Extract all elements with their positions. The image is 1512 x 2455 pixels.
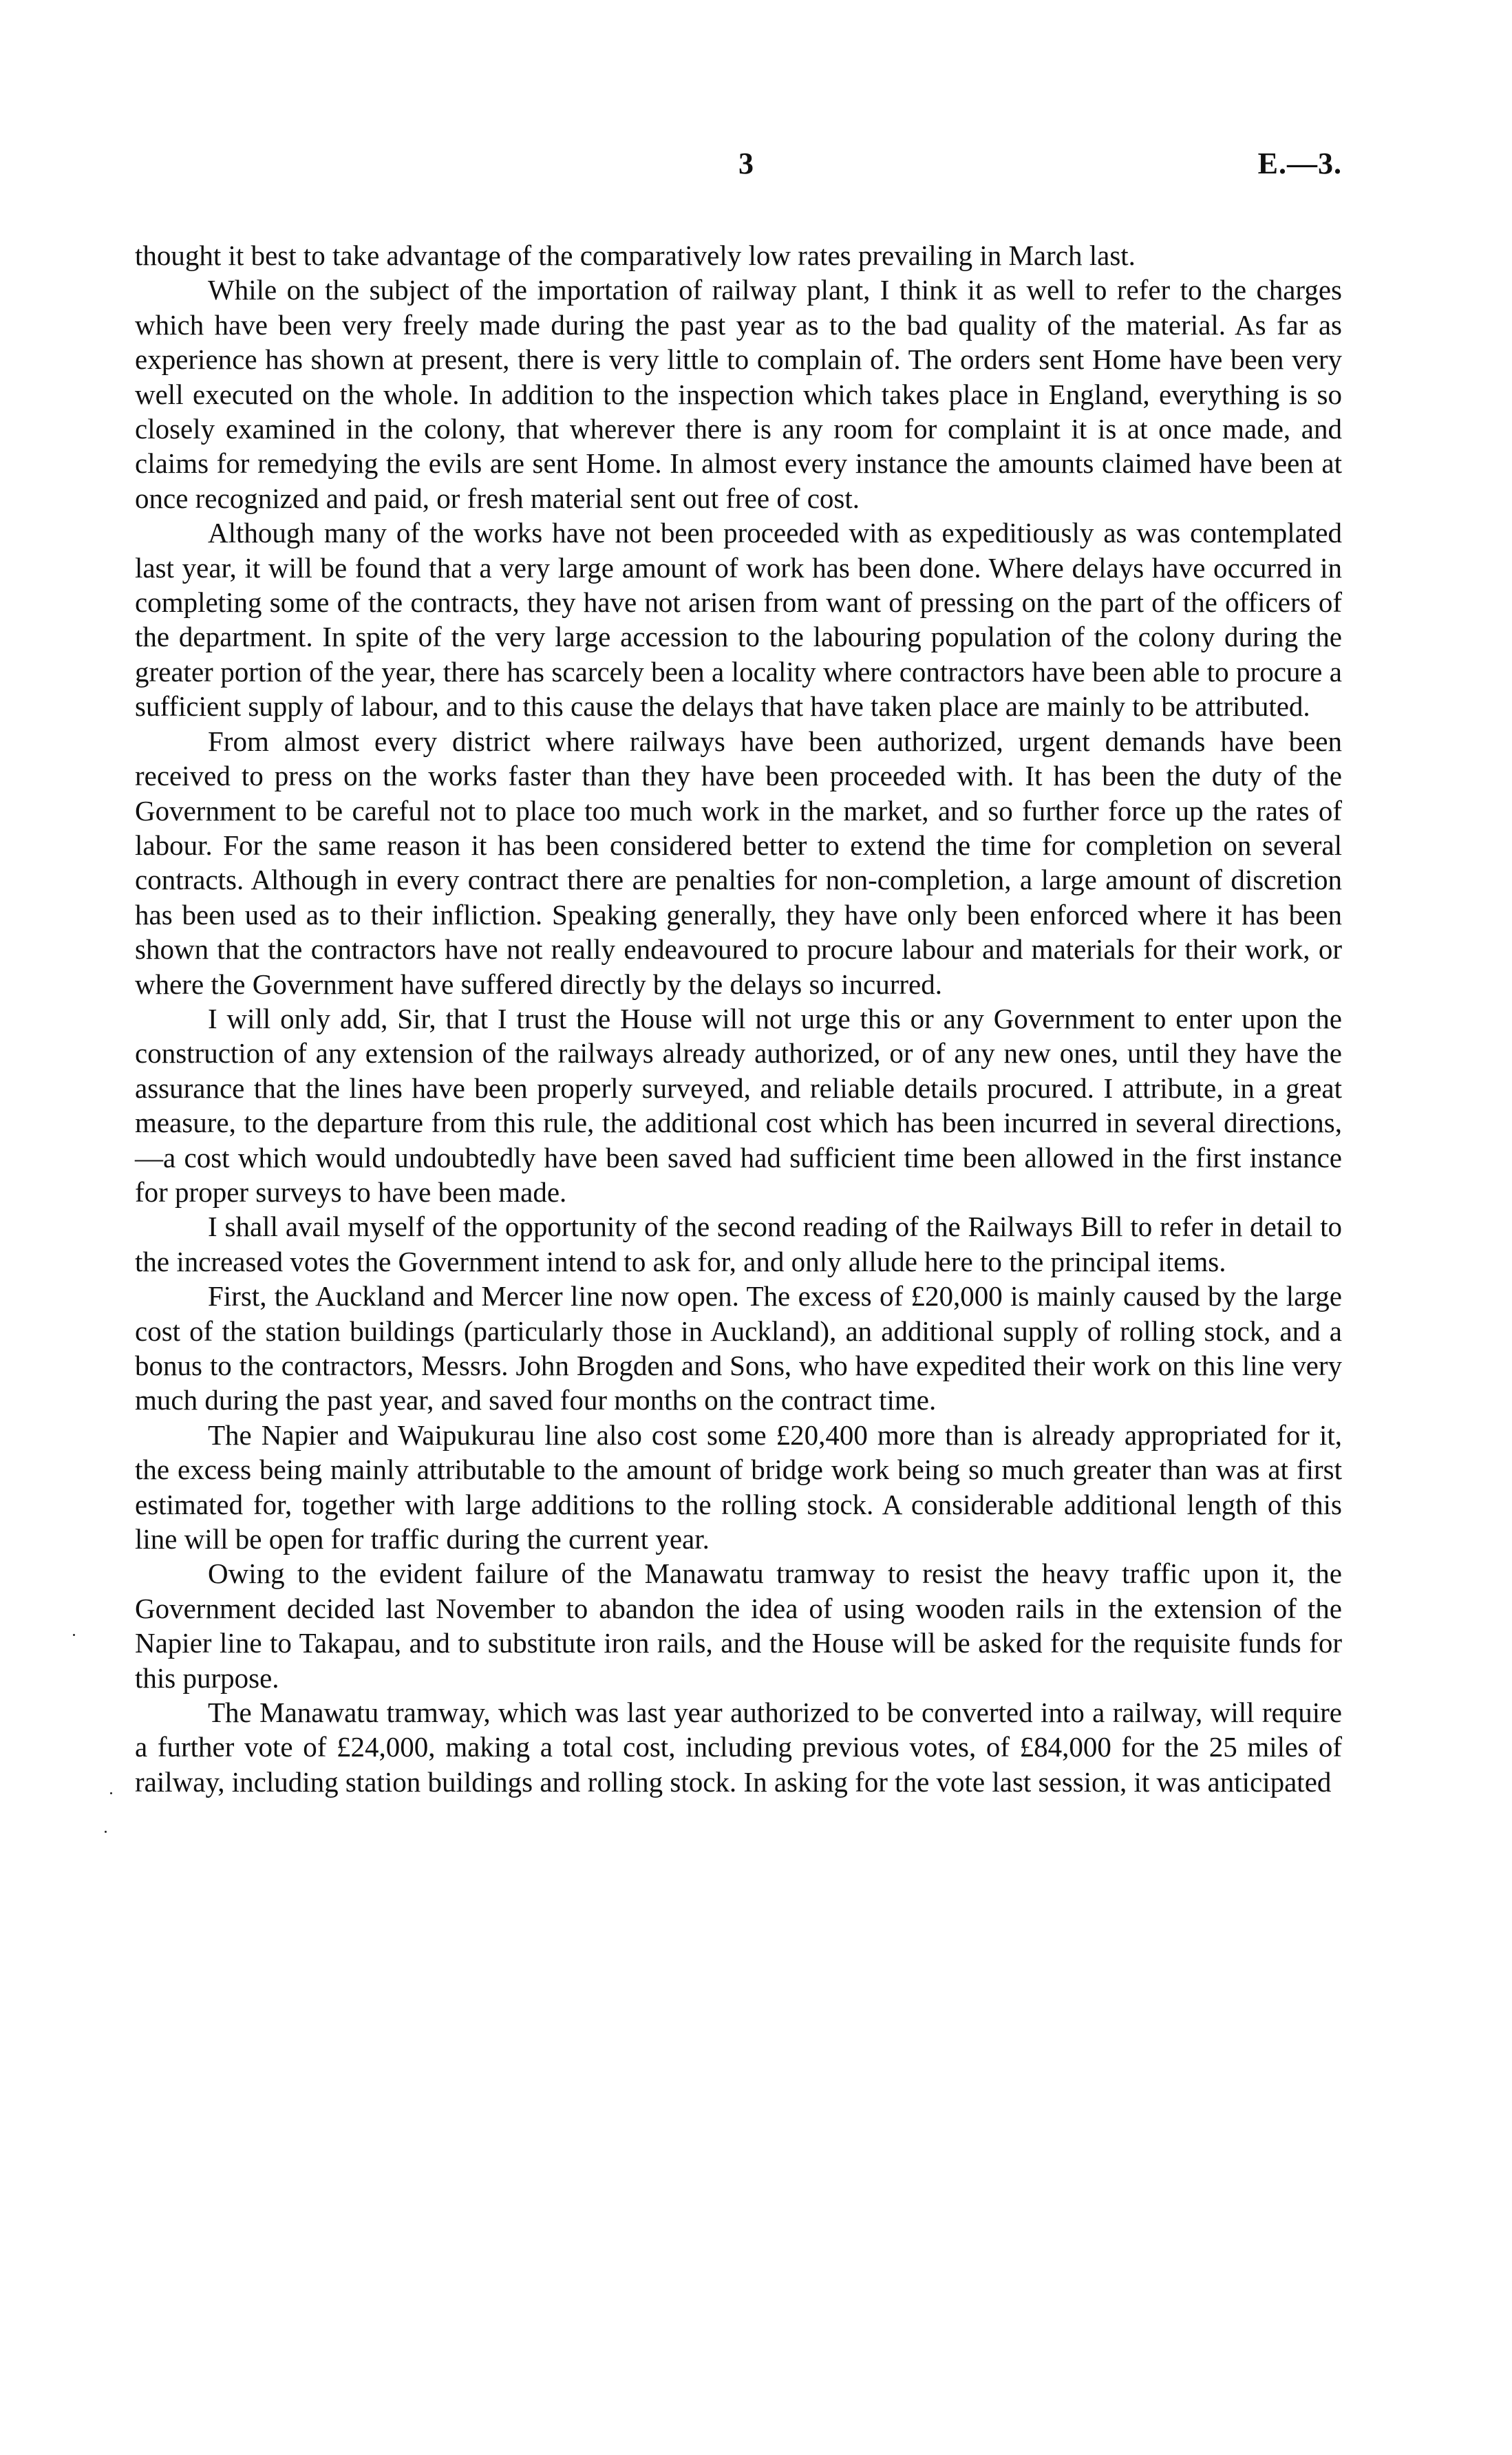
page-header [135, 146, 1342, 184]
margin-speck [110, 1792, 112, 1794]
paragraph-works-progress: Although many of the works have not been proceeded with as expeditiously as was contemplated last year, it will be found that a very large amount of work has been done. Where delays have occurred in completing some of the contracts, they have not arisen from want of pressing on the part of the officers of the department. In spite of the very large accession to the labouring population of the colony during the greater portion of the year, there has scarcely been a locality where contractors have been able to procure a sufficient supply of labour, and to this cause the delays that have taken place are mainly to be attributed. [135, 517, 1342, 723]
paragraph-auckland-mercer: First, the Auckland and Mercer line now open. The excess of £20,000 is mainly caused by the large cost of the station buildings (particularly those in Auckland), an additional supply of rolling stock, and a bonus to the contractors, Messrs. John Brogden and Sons, who have expedited their work on this line very much during the past year, and saved four months on the contract time. [135, 1280, 1342, 1416]
paragraph-continued: thought it best to take advantage of the comparatively low rates prevailing in March last. [135, 240, 1136, 271]
paragraph-manawatu-failure: Owing to the evident failure of the Manawatu tramway to resist the heavy traffic upon it, the Government decided last November to abandon the idea of using wooden rails in the extension of the Napier line to Takapau, and to substitute iron rails, and the House will be asked for the requisite funds for this purpose. [135, 1558, 1342, 1694]
body-text [135, 238, 1342, 1799]
paragraph-railway-plant-quality: While on the subject of the importation of railway plant, I think it as well to refer to the charges which have been very freely made during the past year as to the bad quality of the material. As far as experience has shown at present, there is very little to complain of. The orders sent Home have been very well executed on the whole. In addition to the inspection which takes place in England, everything is so closely examined in the colony, that wherever there is any room for complaint it is at once made, and claims for remedying the evils are sent Home. In almost every instance the amounts claimed have been at once recognized and paid, or fresh material sent out free of cost. [135, 274, 1342, 514]
margin-speck [73, 1634, 75, 1636]
page-number: 3 [738, 147, 754, 180]
paragraph-district-demands: From almost every district where railways have been authorized, urgent demands have been received to press on the works faster than they have been proceeded with. It has been the duty of the Government to be careful not to place too much work in the market, and so further force up the rates of labour. For the same reason it has been considered better to extend the time for completion on several contracts. Although in every contract there are penalties for non-completion, a large amount of discretion has been used as to their infliction. Speaking generally, they have only been enforced where it has been shown that the contractors have not really endeavoured to procure labour and materials for their work, or where the Government have suffered directly by the delays so incurred. [135, 725, 1342, 1000]
paragraph-napier-waipukurau: The Napier and Waipukurau line also cost some £20,400 more than is already appropriated for it, the excess being mainly attributable to the amount of bridge work being so much greater than was at first estimated for, together with large additions to the rolling stock. A considerable additional length of this line will be open for traffic during the current year. [135, 1418, 1342, 1555]
paragraph-surveys-advice: I will only add, Sir, that I trust the House will not urge this or any Government to enter upon the construction of any extension of the railways already authorized, or of any new ones, until they have the assurance that the lines have been properly surveyed, and reliable details procured. I attribute, in a great measure, to the departure from this rule, the additional cost which has been incurred in several directions,—a cost which would undoubtedly have been saved had sufficient time been allowed in the first instance for proper surveys to have been made. [135, 1002, 1342, 1208]
document-reference: E.—3. [1257, 147, 1342, 180]
paragraph-railways-bill: I shall avail myself of the opportunity of the second reading of the Railways Bill to refer in detail to the increased votes the Government intend to ask for, and only allude here to the principal items. [135, 1211, 1342, 1277]
paragraph-manawatu-conversion: The Manawatu tramway, which was last year authorized to be converted into a railway, will require a further vote of £24,000, making a total cost, including previous votes, of £84,000 for the 25 miles of railway, including station buildings and rolling stock. In asking for the vote last session, it was anticipated [135, 1697, 1342, 1798]
margin-speck [105, 1831, 107, 1833]
